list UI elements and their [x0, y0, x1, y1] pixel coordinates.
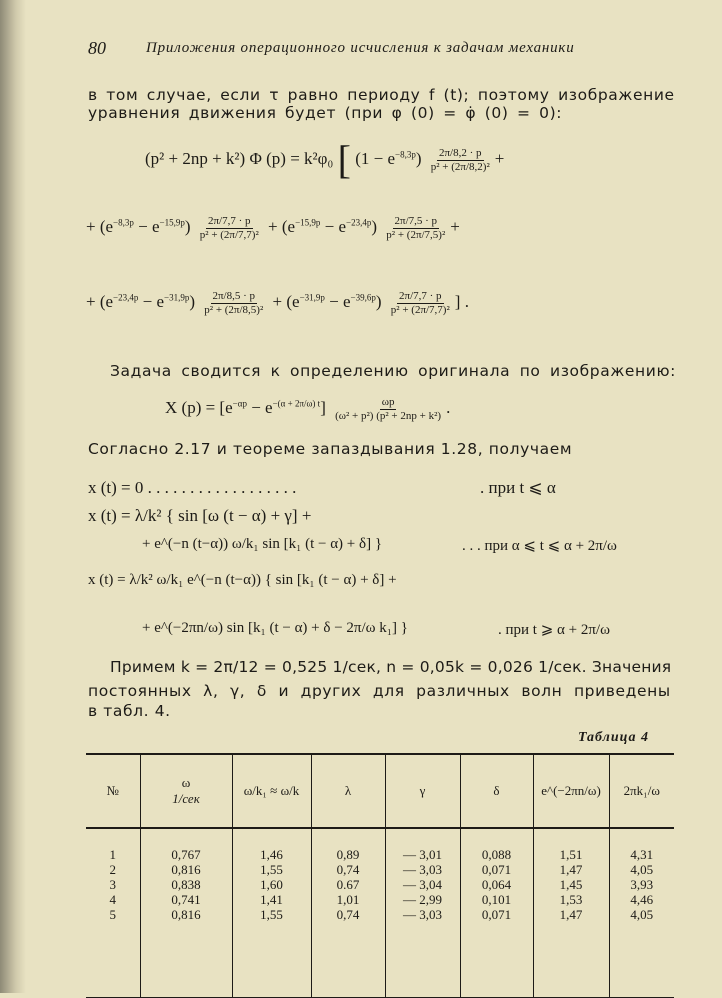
equation-line: X $(p) = [e^{-\alpha p} - e^{-(\alpha + 2\pi/\omega) t}]$ $\frac{\omega p}{\text{(ω² + p²) (p² + 2np + k²)}}$ . — [165, 396, 451, 422]
paragraph-line: в табл. 4. — [88, 702, 171, 720]
case-expression: + e^(−2πn/ω) sin [k₁ (t − α) + δ − 2π/ω k₁] } — [142, 620, 408, 636]
table-cell: — 3,03 — [403, 907, 442, 922]
table-cell: 1,41 — [260, 892, 283, 907]
paragraph-line: в том случае, если τ равно периоду f (t); поэтому изображение — [88, 86, 675, 104]
table-cell: 0,741 — [171, 892, 201, 907]
column-header: 2πk₁/ω — [609, 755, 674, 828]
equation-term: + $(e^{-23,4p} - e^{-31,9p})$ $\frac{2\pi/8,5 \cdot p}{\text{p² + (2π/8,5)²}}$ — [86, 290, 264, 316]
table-column — [385, 828, 460, 997]
column-header: ω/k₁ ≈ ω/k — [232, 755, 311, 828]
paragraph-line: Примем k = 2π/12 = 0,525 1/сек, n = 0,05k = 0,026 1/сек. Значения — [110, 658, 672, 676]
table-cell: 1,47 — [559, 862, 583, 877]
table-cell: — 2,99 — [403, 892, 442, 907]
table-cell: 5 — [109, 907, 116, 922]
paragraph-line: уравнения движения будет (при φ (0) = φ̇ (0) = 0): — [88, 104, 563, 122]
table-cell: 0,064 — [481, 877, 512, 892]
table-cell: 0.67 — [336, 877, 360, 892]
equation-lhs: (p² + 2np + k²) Φ (p) = k²φ₀ — [145, 148, 334, 168]
table-column — [609, 828, 674, 997]
table-cell: 0,74 — [336, 862, 360, 877]
table-cell: 0,767 — [171, 847, 201, 862]
table-cell: 4,46 — [630, 892, 654, 907]
table-cell: 1 — [109, 847, 116, 862]
case-condition: . . . при α ⩽ t ⩽ α + 2π/ω — [462, 538, 617, 554]
table-cell: 0,89 — [336, 847, 360, 862]
page-number: 80 — [88, 38, 106, 58]
paragraph-line: Согласно 2.17 и теореме запаздывания 1.28, получаем — [88, 440, 573, 458]
table-cell: 1,01 — [336, 892, 360, 907]
case-condition: . при t ⩽ α — [480, 478, 556, 497]
table-cell: — 3,04 — [403, 877, 442, 892]
equation-line — [86, 215, 460, 241]
case-condition: . при t ⩾ α + 2π/ω — [498, 622, 610, 638]
paragraph-line: постоянных λ, γ, δ и других для различных волн приведены — [88, 682, 671, 700]
column-header: δ — [460, 755, 533, 828]
case-expression: + e^(−n (t−α)) ω/k₁ sin [k₁ (t − α) + δ] } — [142, 536, 383, 552]
table-cell: 1,47 — [559, 907, 583, 922]
table-cell: 3 — [109, 877, 116, 892]
table-cell: 0,74 — [336, 907, 360, 922]
table-cell: 0,838 — [171, 877, 201, 892]
case-expression: x (t) = 0 . . . . . . . . . . . . . . . . . . — [88, 478, 297, 497]
table-column — [533, 828, 609, 997]
equation-line: (p² + 2np + k²) Φ (p) = k²φ₀ [ $(1 - e^{-8,3p})$ $\frac{2\pi/8,2 \cdot p}{\text{p² + (2π/8,2)²}}$ + — [145, 137, 505, 182]
equation-line — [86, 290, 469, 316]
table-cell: 4 — [109, 892, 116, 907]
data-table — [86, 753, 674, 998]
table-cell: — 3,03 — [403, 862, 442, 877]
table-cell: 0,088 — [481, 847, 512, 862]
column-header: γ — [385, 755, 460, 828]
table-cell: 1,46 — [260, 847, 283, 862]
table-cell: 1,55 — [260, 907, 283, 922]
table-cell: 1,55 — [260, 862, 283, 877]
equation-term: + $(e^{-31,9p} - e^{-39,6p})$ $\frac{2\pi/7,7 \cdot p}{\text{p² + (2π/7,7)²}}$ ] . — [272, 290, 469, 316]
running-title: Приложения операционного исчисления к задачам механики — [146, 40, 575, 56]
table-caption: Таблица 4 — [578, 730, 649, 745]
page-edge-shadow — [0, 0, 26, 993]
table-cell: 1,45 — [559, 877, 583, 892]
table-cell: 0,071 — [481, 862, 512, 877]
equation-term: + $(e^{-8,3p} - e^{-15,9p})$ $\frac{2\pi/7,7 \cdot p}{\text{p² + (2π/7,7)²}}$ — [86, 215, 259, 241]
table-cell: 1,60 — [260, 877, 283, 892]
table-cell: 0,816 — [171, 907, 201, 922]
table-cell: — 3,01 — [403, 847, 442, 862]
table-cell: 4,31 — [630, 847, 654, 862]
column-header: № — [106, 783, 119, 798]
table-cell: 4,05 — [630, 862, 654, 877]
table-cell: 1,53 — [559, 892, 583, 907]
table-column — [232, 828, 311, 997]
table-column — [86, 828, 140, 997]
table-column — [140, 828, 232, 997]
case-expression: x (t) = λ/k² ω/k₁ e^(−n (t−α)) { sin [k₁ (t − α) + δ] + — [88, 572, 397, 588]
equation-term: $(1 - e^{-8,3p})$ $\frac{2\pi/8,2 \cdot p}{\text{p² + (2π/8,2)²}}$ + — [355, 146, 505, 173]
table-cell: 2 — [109, 862, 116, 877]
column-header: λ — [311, 755, 385, 828]
column-header: ω 1/сек — [140, 755, 232, 828]
table-cell: 1,51 — [559, 847, 583, 862]
table-cell: 0,071 — [481, 907, 512, 922]
table-column — [460, 828, 533, 997]
column-header: e^(−2πn/ω) — [533, 755, 609, 828]
paragraph-line: Задача сводится к определению оригинала по изображению: — [110, 362, 676, 380]
table-column — [311, 828, 385, 997]
equation-term: + $(e^{-15,9p} - e^{-23,4p})$ $\frac{2\pi/7,5 \cdot p}{\text{p² + (2π/7,5)²}}$ + — [268, 215, 460, 241]
table-cell: 0,101 — [481, 892, 512, 907]
table-cell: 4,05 — [630, 907, 654, 922]
case-expression: x (t) = λ/k² { sin [ω (t − α) + γ] + — [88, 506, 312, 525]
table-cell: 0,816 — [171, 862, 201, 877]
table-cell: 3,93 — [630, 877, 654, 892]
